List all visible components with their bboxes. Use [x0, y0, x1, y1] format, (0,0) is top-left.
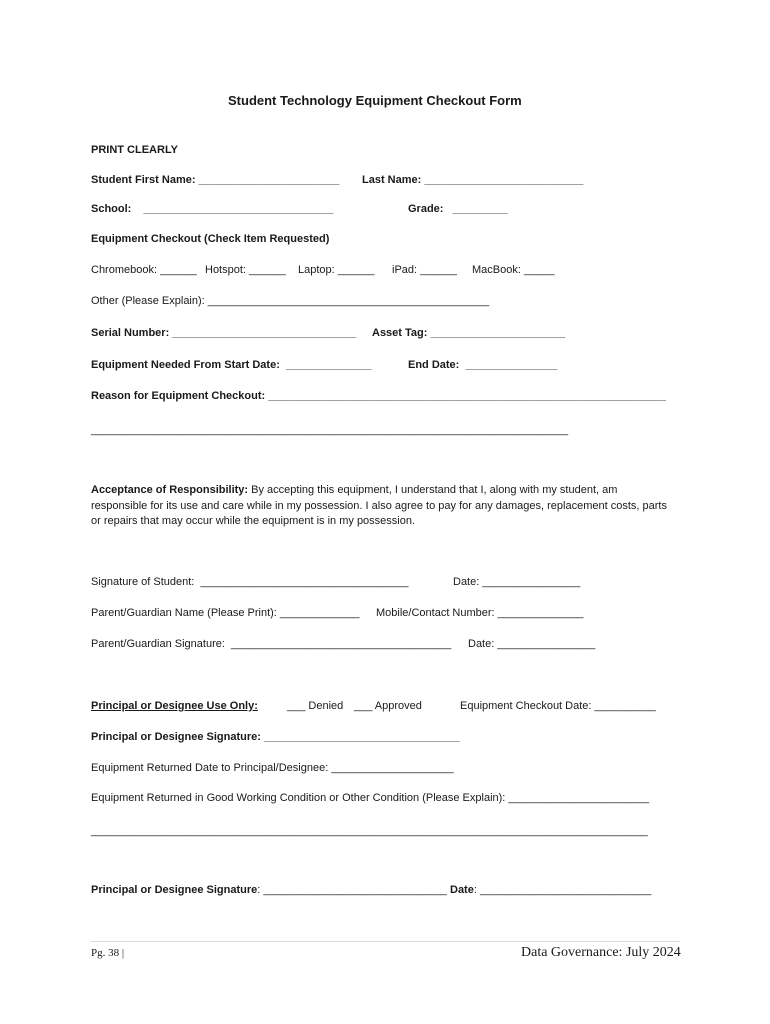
reason-field[interactable]: Reason for Equipment Checkout: _________________________________________________________________: [91, 390, 666, 402]
footer-divider: [91, 941, 680, 942]
guardian-signature-field[interactable]: Parent/Guardian Signature: ____________________________________: [91, 638, 452, 650]
principal-signature-line-2[interactable]: : ______________________________: [257, 884, 447, 896]
returned-condition-field[interactable]: Equipment Returned in Good Working Condition or Other Condition (Please Explain): _______________________: [91, 792, 650, 804]
equipment-checkout-heading: Equipment Checkout (Check Item Requested): [91, 233, 330, 245]
asset-tag-field[interactable]: Asset Tag: ______________________: [372, 327, 566, 339]
acceptance-label: Acceptance of Responsibility:: [91, 484, 249, 496]
data-governance-footer: Data Governance: July 2024: [521, 945, 681, 960]
page-number: Pg. 38 |: [91, 947, 125, 959]
chromebook-field[interactable]: Chromebook: ______: [91, 264, 197, 276]
grade-field[interactable]: Grade: _________: [408, 203, 508, 215]
school-field[interactable]: School: _______________________________: [91, 203, 334, 215]
serial-number-field[interactable]: Serial Number: ______________________________: [91, 327, 356, 339]
other-explain-field[interactable]: Other (Please Explain): ______________________________________________: [91, 295, 490, 307]
acceptance-text: By accepting this equipment, I understand that I, along with my student, am responsible for its use and care while in my possession. I also agree to pay for any damages, replacement costs, parts or repairs that may occur while the equipment is in my possession.: [91, 484, 667, 527]
acceptance-paragraph: [91, 483, 671, 530]
mobile-contact-field[interactable]: Mobile/Contact Number: ______________: [376, 607, 584, 619]
student-signature-date-field[interactable]: Date: ________________: [453, 576, 581, 588]
equipment-checkout-date-field[interactable]: Equipment Checkout Date: __________: [460, 700, 656, 712]
reason-line-2[interactable]: ______________________________________________________________________________: [91, 424, 569, 436]
last-name-field[interactable]: Last Name: __________________________: [362, 174, 584, 186]
principal-signature-field-1[interactable]: Principal or Designee Signature: ________________________________: [91, 731, 460, 743]
laptop-field[interactable]: Laptop: ______: [298, 264, 375, 276]
form-title: Student Technology Equipment Checkout Form: [228, 93, 522, 108]
approved-option[interactable]: ___ Approved: [354, 700, 422, 712]
date-line-2[interactable]: : ____________________________: [473, 884, 652, 896]
principal-signature-label-2: Principal or Designee Signature: [91, 884, 258, 896]
date-label-2: Date: [450, 884, 474, 896]
student-first-name-field[interactable]: Student First Name: _______________________: [91, 174, 340, 186]
condition-line-2[interactable]: ___________________________________________________________________________________________: [91, 825, 648, 837]
returned-date-field[interactable]: Equipment Returned Date to Principal/Designee: ____________________: [91, 762, 454, 774]
start-date-field[interactable]: Equipment Needed From Start Date: ______________: [91, 359, 372, 371]
end-date-field[interactable]: End Date: _______________: [408, 359, 558, 371]
student-signature-field[interactable]: Signature of Student: __________________________________: [91, 576, 409, 588]
macbook-field[interactable]: MacBook: _____: [472, 264, 555, 276]
denied-option[interactable]: ___ Denied: [287, 700, 344, 712]
guardian-name-field[interactable]: Parent/Guardian Name (Please Print): _____________: [91, 607, 360, 619]
principal-signature-row-2[interactable]: [91, 883, 651, 897]
print-clearly-label: PRINT CLEARLY: [91, 144, 178, 156]
ipad-field[interactable]: iPad: ______: [392, 264, 457, 276]
principal-use-only-label: Principal or Designee Use Only:: [91, 700, 258, 712]
guardian-signature-date-field[interactable]: Date: ________________: [468, 638, 596, 650]
hotspot-field[interactable]: Hotspot: ______: [205, 264, 286, 276]
